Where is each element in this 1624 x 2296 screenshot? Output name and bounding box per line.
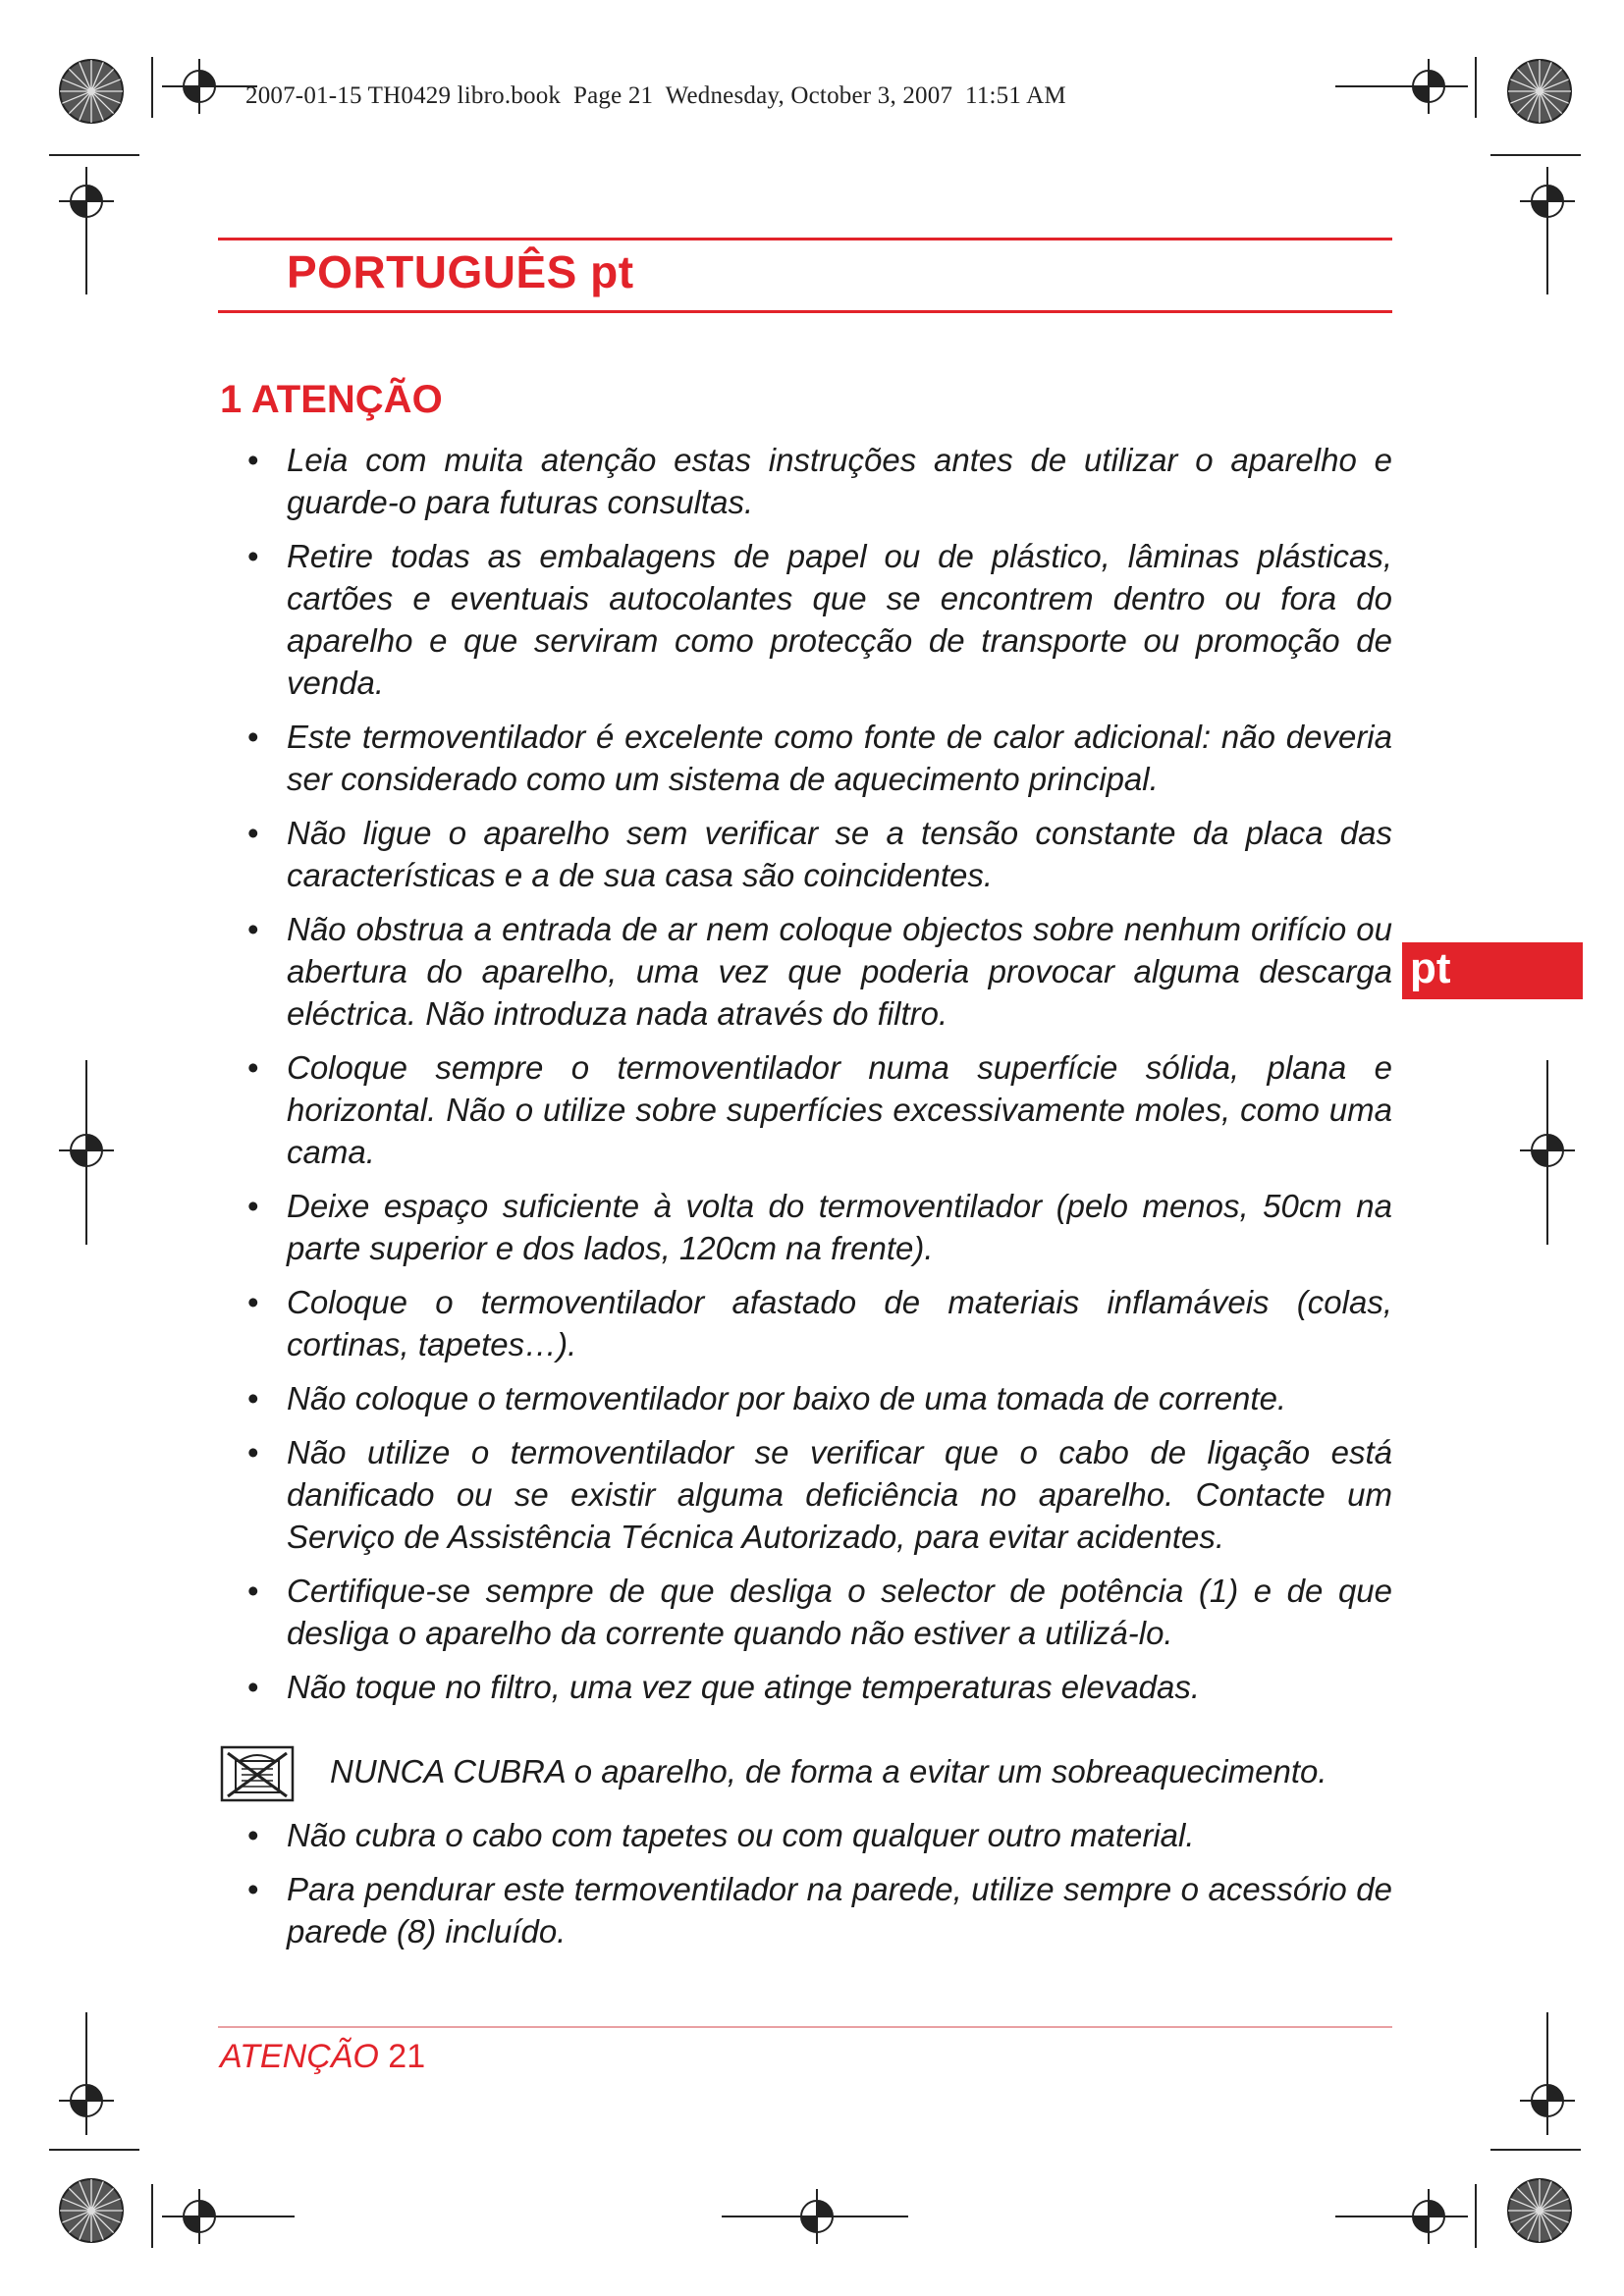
list-item: • Este termoventilador é excelente como fonte de calor adicional: não deveria ser considerado como um sistema de aquecimento principal. <box>247 719 1392 797</box>
list-item: • Certifique-se sempre de que desliga o selector de potência (1) e de que desliga o aparelho da corrente quando não estiver a utilizá-lo. <box>247 1573 1392 1651</box>
list-item: • Não coloque o termoventilador por baixo de uma tomada de corrente. <box>247 1380 1287 1416</box>
list-item: • Não ligue o aparelho sem verificar se a tensão constante da placa das características e a de sua casa são coincidentes. <box>247 815 1392 893</box>
cover-warning <box>220 1745 1398 1804</box>
warning-list <box>245 439 1392 1720</box>
page-footer <box>220 2038 425 2076</box>
list-item: • Para pendurar este termoventilador na parede, utilize sempre o acessório de parede (8) incluído. <box>247 1871 1392 1949</box>
do-not-cover-icon <box>220 1745 295 1802</box>
warning-list-continued <box>245 1814 1392 1964</box>
section-title: 1 ATENÇÃO <box>220 378 443 421</box>
title-rule-bottom <box>218 310 1392 313</box>
title-rule-top <box>218 238 1392 240</box>
side-tab-label: pt <box>1410 944 1451 992</box>
list-item: • Não toque no filtro, uma vez que atinge temperaturas elevadas. <box>247 1669 1201 1705</box>
list-item: • Coloque sempre o termoventilador numa superfície sólida, plana e horizontal. Não o utilize sobre superfícies excessivamente moles, como uma cama. <box>247 1049 1392 1170</box>
list-item: • Não cubra o cabo com tapetes ou com qualquer outro material. <box>247 1817 1195 1853</box>
language-title: PORTUGUÊS pt <box>287 246 634 297</box>
footer-label: ATENÇÃO <box>220 2038 379 2075</box>
list-item: • Leia com muita atenção estas instruções antes de utilizar o aparelho e guarde-o para futuras consultas. <box>247 442 1392 520</box>
warning-text: NUNCA CUBRA o aparelho, de forma a evitar um sobreaquecimento. <box>330 1753 1327 1789</box>
list-item: • Retire todas as embalagens de papel ou de plástico, lâminas plásticas, cartões e eventuais autocolantes que se encontrem dentro ou fora do aparelho e que serviram como protecção de transporte ou promoção de venda. <box>247 538 1392 701</box>
page-number: 21 <box>388 2038 426 2075</box>
list-item: • Não obstrua a entrada de ar nem coloque objectos sobre nenhum orifício ou abertura do aparelho, uma vez que poderia provocar alguma descarga eléctrica. Não introduza nada através do filtro. <box>247 911 1392 1032</box>
list-item: • Coloque o termoventilador afastado de materiais inflamáveis (colas, cortinas, tapetes…). <box>247 1284 1392 1362</box>
footer-rule <box>218 2026 1392 2028</box>
print-header: 2007-01-15 TH0429 libro.book Page 21 Wednesday, October 3, 2007 11:51 AM <box>245 82 1066 109</box>
list-item: • Não utilize o termoventilador se verificar que o cabo de ligação está danificado ou se existir alguma deficiência no aparelho. Contacte um Serviço de Assistência Técnica Autorizado, para evitar acidentes. <box>247 1434 1392 1555</box>
list-item: • Deixe espaço suficiente à volta do termoventilador (pelo menos, 50cm na parte superior e dos lados, 120cm na frente). <box>247 1188 1392 1266</box>
language-side-tab <box>1402 942 1583 999</box>
